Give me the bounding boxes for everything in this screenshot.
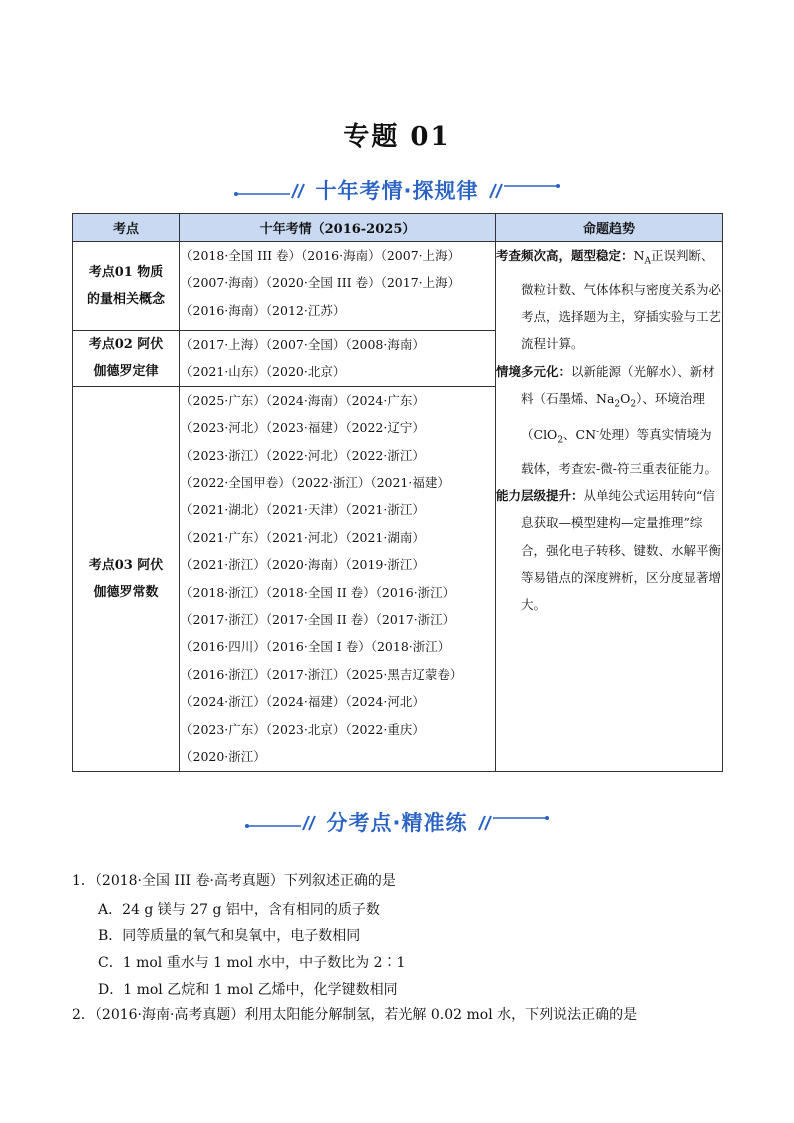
question-2-stem: 2．（2016·海南·高考真题）利用太阳能分解制氢，若光解 0.02 mol 水，下列说法正确的是 <box>72 1007 638 1023</box>
question-1-option-d: D．1 mol 乙烷和 1 mol 乙烯中，化学键数相同 <box>98 982 398 998</box>
years-cell: （2017·上海）（2007·全国）（2008·海南） （2021·山东）（2020·北京） <box>180 331 496 387</box>
header-cell: 考点 <box>73 214 180 242</box>
header-cell: 十年考情（2016-2025） <box>180 214 496 242</box>
exam-point-cell: 考点01 物质 的量相关概念 <box>73 242 180 331</box>
question-1-option-c: C．1 mol 重水与 1 mol 水中，中子数比为 2∶1 <box>98 955 406 971</box>
exam-point-cell: 考点02 阿伏 伽德罗定律 <box>73 331 180 387</box>
left-slash-decoration-icon <box>245 812 317 832</box>
trend-cell <box>496 242 723 772</box>
header-cell: 命题趋势 <box>496 214 723 242</box>
years-cell: （2025·广东）（2024·海南）（2024·广东） （2023·河北）（2023·福建）（2022·辽宁） （2023·浙江）（2022·河北）（2022·浙江） （2022·全国甲卷）（2022·浙江）（2021·福建） （2021·湖北）（2021·天津）（2021·浙江） （2021·广东）（2021·河北）（2021·湖南） （2021·浙江）（2020·海南）（2019·浙江） （2018·浙江）（2018·全国 II 卷）（2016·浙江） （2017·浙江）（2017·全国 II 卷）（2017·浙江） （2016·四川）（2016·全国 I 卷）（2018·浙江） （2016·浙江）（2017·浙江）（2025·黑吉辽蒙卷） （2024·浙江）（2024·福建）（2024·河北） （2023·广东）（2023·北京）（2022·重庆） （2020·浙江） <box>180 386 496 771</box>
banner-practice-text: 分考点·精准练 <box>326 811 468 835</box>
question-1-option-a: A．24 g 镁与 27 g 铝中，含有相同的质子数 <box>98 902 380 918</box>
trend-paragraph: 能力层级提升：从单纯公式运用转向“信息获取—模型建构—定量推理”综合，强化电子转移、键数、水解平衡等易错点的深度辨析，区分度显著增大。 <box>496 488 722 613</box>
section-banner-decade <box>0 174 794 206</box>
question-1-stem: 1．（2018·全国 III 卷·高考真题）下列叙述正确的是 <box>72 873 396 889</box>
table-header-row <box>73 214 723 242</box>
trend-paragraph: 考查频次高，题型稳定：$N_A$正误判断、微粒计数、气体体积与密度关系为必考点，选择题为主，穿插实验与工艺流程计算。 <box>496 248 722 352</box>
page-title: 专题 01 <box>343 122 451 152</box>
left-slash-decoration-icon <box>234 180 306 200</box>
right-slash-decoration-icon <box>488 180 560 200</box>
trend-paragraph: 情境多元化：以新能源（光解水）、新材料（石墨烯、$Na_2O_2$）、环境治理（ClO$_2$、CN-处理）等真实情境为载体，考查宏-微-符三重表征能力。 <box>496 363 717 476</box>
years-cell: （2018·全国 III 卷）（2016·海南）（2007·上海） （2007·海南）（2020·全国 III 卷）（2017·上海） （2016·海南）（2012·江苏） <box>180 242 496 331</box>
exam-point-cell: 考点03 阿伏 伽德罗常数 <box>73 386 180 771</box>
section-banner-practice <box>0 806 794 838</box>
right-slash-decoration-icon <box>477 812 549 832</box>
question-1-option-b: B．同等质量的氧气和臭氧中，电子数相同 <box>98 928 361 944</box>
exam-point-table <box>72 213 723 772</box>
banner-decade-text: 十年考情·探规律 <box>315 179 479 203</box>
table-row <box>73 242 723 331</box>
